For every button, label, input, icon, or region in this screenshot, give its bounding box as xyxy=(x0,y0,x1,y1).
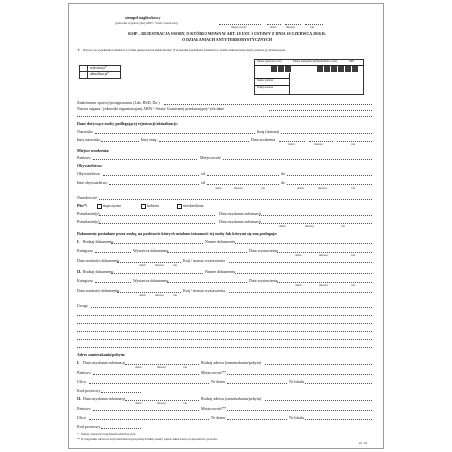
addr1-place-label: Miejscowość** xyxy=(201,370,227,375)
doc1-valid-day: dzień xyxy=(139,263,146,267)
doc2-country-field[interactable] xyxy=(229,292,372,293)
nationality-field[interactable] xyxy=(99,199,372,200)
reg-cell-7 xyxy=(338,66,344,72)
doc1-issued-month: miesiąc xyxy=(319,253,329,257)
reg-cell-1 xyxy=(271,66,277,72)
unit-label: Nazwa organu / jednostki organizacyjnej ABW / Straży Granicznej przekazującej/-ych dane xyxy=(77,106,225,111)
doc2-category-field[interactable] xyxy=(95,282,131,283)
reg-row-phone: Numer telefonu xyxy=(257,79,274,82)
doc2-valid-day: dzień xyxy=(139,293,146,297)
unit-field-2[interactable] xyxy=(77,116,372,117)
sex-label: Płeć*: xyxy=(77,203,88,208)
header-month-caption: miesiąc xyxy=(286,25,296,29)
form-title-line1: KSIP – REJESTRACJA OSOBY, O KTÓREJ MOWA W ART. 10 UST. 1 USTAWY Z DNIA 10 CZERWCA 2016 R. xyxy=(128,31,326,36)
addr2-country-label: Państwo xyxy=(77,406,91,411)
doc2-issued-label: Data wystawienia xyxy=(249,278,278,283)
doc2-issuer-field[interactable] xyxy=(167,282,247,283)
first-name-label: Imię (imiona) xyxy=(257,129,280,134)
doc2-valid-label: Data ważności dokumentu xyxy=(77,288,120,293)
addr1-month-caption: miesiąc xyxy=(157,365,167,369)
sex-undetermined-label: nieokreślona xyxy=(183,203,204,208)
stamp-subtitle: (jednostki organizacyjnej ABW / Straży Granicznej) xyxy=(115,21,178,25)
instruction-note: Dotyczy się wypełniania formularza w formie papierowej lub elektronicznej. W przypadku wypełniania formularza w formie elektronicznej należy podpisać go własnoręcznie. xyxy=(83,48,286,52)
alias-field-2[interactable] xyxy=(99,223,215,224)
reg-col-id: Numer identyfikacyjny xyxy=(293,60,318,63)
doc1-valid-label: Data ważności dokumentu xyxy=(77,258,120,263)
other-citizenship-from-label: od xyxy=(201,180,205,185)
birth-day-caption: dzień xyxy=(288,142,295,146)
alias-label-2: Pseudonim(y) xyxy=(77,219,100,224)
update-label: aktualizacja* xyxy=(90,72,109,76)
reg-cell-6 xyxy=(331,66,337,72)
addr1-postal-field[interactable] xyxy=(101,392,141,393)
other-citizenship-field[interactable] xyxy=(109,184,199,185)
doc1-issuer-label: Wystawca dokumentu xyxy=(133,248,169,253)
addr2-year-caption: rok xyxy=(183,401,187,405)
birth-year-caption: rok xyxy=(351,142,355,146)
other-first-field[interactable] xyxy=(159,141,249,142)
nationality-label: Narodowość xyxy=(77,195,98,200)
surname-field[interactable] xyxy=(95,133,255,134)
addr2-day-caption: dzień xyxy=(135,401,142,405)
citizenship-label: Obywatelstwo xyxy=(77,171,101,176)
alias-date-label-2: Data uzyskania informacji xyxy=(219,219,262,224)
addr1-date-label: Data uzyskania informacji xyxy=(83,360,126,365)
addr1-street-label: Ulica xyxy=(77,379,86,384)
sex-male-label: mężczyzna xyxy=(103,203,121,208)
remarks-label: Uwagi xyxy=(77,303,88,308)
reg-row-officer: Funkcjonariusz xyxy=(257,86,273,89)
addr2-roman: II. xyxy=(77,396,82,401)
remarks-field-1[interactable] xyxy=(91,307,372,308)
doc2-valid-year: rok xyxy=(173,293,177,297)
update-option[interactable] xyxy=(87,71,121,79)
doc1-valid-year: rok xyxy=(173,263,177,267)
other-names-label: Inny nazwisko xyxy=(77,137,101,142)
addr1-roman: I. xyxy=(77,360,80,365)
doc1-number-label: Numer dokumentu xyxy=(205,239,236,244)
header-year-caption: rok xyxy=(310,25,314,29)
alias-day-caption: dzień xyxy=(279,224,286,228)
addr1-flat-label: Nr lokalu xyxy=(289,379,305,384)
addr2-house-label: Nr domu xyxy=(211,415,226,420)
other-first-label: Inny imię xyxy=(141,137,157,142)
doc1-valid-month: miesiąc xyxy=(155,263,165,267)
form-title-line2: O DZIAŁANIACH ANTYTERRORYSTYCZNYCH xyxy=(181,37,273,42)
citizenship-title: Obywatelstwo: xyxy=(77,163,103,168)
addr1-country-field[interactable] xyxy=(93,374,199,375)
header-year-field[interactable] xyxy=(305,24,323,25)
citizenship-field[interactable] xyxy=(103,175,199,176)
alias-field-1[interactable] xyxy=(99,215,215,216)
doc2-issued-year: rok xyxy=(351,283,355,287)
reg-vdivider xyxy=(289,73,290,94)
doc2-roman: II. xyxy=(77,269,82,274)
other-names-field[interactable] xyxy=(101,141,139,142)
remarks-field-2[interactable] xyxy=(77,315,372,316)
doc1-number-field[interactable] xyxy=(235,243,372,244)
addr2-kind-field[interactable] xyxy=(265,400,372,401)
doc2-issued-day: dzień xyxy=(295,283,302,287)
stamp-title: stempel nagłówkowy xyxy=(125,15,161,20)
addr2-place-label: Miejscowość** xyxy=(201,406,227,411)
reg-cell-4 xyxy=(317,66,323,72)
addr2-month-caption: miesiąc xyxy=(157,401,167,405)
sex-female-checkbox[interactable] xyxy=(141,204,146,209)
doc1-category-field[interactable] xyxy=(95,252,131,253)
unit-field[interactable] xyxy=(269,110,372,111)
birth-place-title: Miejsce urodzenia: xyxy=(77,148,110,153)
sex-undetermined-checkbox[interactable] xyxy=(177,204,182,209)
reg-col-npd: NPD xyxy=(349,60,355,63)
other-citizenship-from-field[interactable] xyxy=(207,184,279,185)
doc1-country-label: Kraj / miasto wystawienia xyxy=(183,258,225,263)
documents-title: Dokumenty posiadane przez osobę, na podstawie których ustalono tożsamość tej osoby lub którymi się ona posługuje: xyxy=(77,231,278,236)
case-number-label: Znak/numer sprawy/postępowania (Ldz. RSD, Dz.) xyxy=(77,100,160,105)
reg-cell-5 xyxy=(324,66,330,72)
addr2-country-field[interactable] xyxy=(93,410,199,411)
doc1-issued-label: Data wystawienia xyxy=(249,248,278,253)
remarks-field-3[interactable] xyxy=(77,323,372,324)
doc2-issued-month: miesiąc xyxy=(319,283,329,287)
form-sheet xyxy=(68,3,384,449)
alias-date-label-1: Data uzyskania informacji xyxy=(219,211,262,216)
citizenship-from-label: od xyxy=(201,171,205,176)
doc1-issuer-field[interactable] xyxy=(167,252,247,253)
addr2-flat-label: Nr lokalu xyxy=(289,415,305,420)
addr1-house-label: Nr domu xyxy=(211,379,226,384)
addr2-place-field[interactable] xyxy=(227,410,372,411)
citizenship-from-field[interactable] xyxy=(207,175,279,176)
doc2-valid-month: miesiąc xyxy=(155,293,165,297)
footnote-1: * - Należy zaznaczyć krzyżykiem właściwe pole. xyxy=(77,432,137,436)
footnote-2: ** W przypadku adresu na terytorium Rzeczypospolitej Polskiej należy wpisać także nazwę województwa i powiatu. xyxy=(77,437,218,441)
birth-place-label: Miejscowość xyxy=(200,155,222,160)
doc1-category-label: Kategoria xyxy=(77,248,93,253)
sex-female-label: kobieta xyxy=(147,203,159,208)
addr1-day-caption: dzień xyxy=(135,365,142,369)
birth-country-label: Państwo xyxy=(77,155,91,160)
addr2-flat-field[interactable] xyxy=(305,419,372,420)
addr1-flat-field[interactable] xyxy=(305,383,372,384)
alias-month-caption: miesiąc xyxy=(305,224,315,228)
doc2-valid-field[interactable] xyxy=(117,292,181,293)
addr1-postal-label: Kod pocztowy xyxy=(77,388,101,393)
addr2-house-field[interactable] xyxy=(227,419,287,420)
reg-cell-9 xyxy=(352,66,358,72)
cit-to-month-caption: miesiąc xyxy=(318,186,328,190)
cit-from-day-caption: dzień xyxy=(215,186,222,190)
page-number: str. 1/3 xyxy=(359,441,368,445)
doc2-category-label: Kategoria xyxy=(77,278,93,283)
other-citizenship-to-field[interactable] xyxy=(287,184,372,185)
case-number-field[interactable] xyxy=(164,104,372,105)
alias-label-1: Pseudonim(y) xyxy=(77,211,100,216)
doc2-type-label: Rodzaj dokumentu xyxy=(83,269,114,274)
cit-from-year-caption: rok xyxy=(261,186,265,190)
address-title: Adres zamieszkania/pobytu: xyxy=(77,352,126,357)
addr2-street-label: Ulica xyxy=(77,415,86,420)
surname-label: Nazwisko xyxy=(77,129,93,134)
remarks-field-6[interactable] xyxy=(77,347,372,348)
birth-country-field[interactable] xyxy=(93,159,197,160)
reg-col-person: Identyfikator osoby xyxy=(317,60,338,63)
addr1-place-field[interactable] xyxy=(227,374,372,375)
first-name-field[interactable] xyxy=(281,133,372,134)
doc1-type-label: Rodzaj dokumentu xyxy=(83,239,114,244)
alias-date-field-2[interactable] xyxy=(259,223,372,224)
doc1-country-field[interactable] xyxy=(229,262,372,263)
doc2-type-field[interactable] xyxy=(111,273,203,274)
reg-cell-3 xyxy=(285,66,291,72)
doc1-issued-day: dzień xyxy=(295,253,302,257)
header-day-caption: dzień xyxy=(270,25,277,29)
alias-date-field-1[interactable] xyxy=(259,215,372,216)
registration-table xyxy=(254,59,364,95)
registration-label: rejestracja* xyxy=(90,66,107,70)
sex-male-checkbox[interactable] xyxy=(97,204,102,209)
addr2-kind-label: Rodzaj adresu (zamieszkania/pobytu) xyxy=(201,396,262,401)
addr2-date-label: Data uzyskania informacji xyxy=(83,396,126,401)
addr1-house-field[interactable] xyxy=(227,383,287,384)
reg-cell-2 xyxy=(278,66,284,72)
birth-month-caption: miesiąc xyxy=(314,142,324,146)
alias-year-caption: rok xyxy=(341,224,345,228)
doc2-number-field[interactable] xyxy=(235,273,372,274)
addr1-country-label: Państwo xyxy=(77,370,91,375)
citizenship-to-label: do xyxy=(281,171,285,176)
reg-number-label: Numer rejestracji osoby xyxy=(257,60,282,63)
person-section-title: Dane dotyczące osoby podlegającej rejestracji/aktualizacji: xyxy=(77,121,178,126)
place-caption: miejscowość xyxy=(231,25,247,29)
cit-to-day-caption: dzień xyxy=(297,186,304,190)
doc2-country-label: Kraj / miasto wystawienia xyxy=(183,288,225,293)
cit-to-year-caption: rok xyxy=(351,186,355,190)
addr2-postal-field[interactable] xyxy=(101,428,141,429)
addr1-year-caption: rok xyxy=(183,365,187,369)
birth-date-label: Data urodzenia xyxy=(251,137,276,142)
doc2-issuer-label: Wystawca dokumentu xyxy=(133,278,169,283)
cit-from-month-caption: miesiąc xyxy=(234,186,244,190)
other-citizenship-to-label: do xyxy=(281,180,285,185)
addr2-street-field[interactable] xyxy=(89,419,209,420)
doc2-number-label: Numer dokumentu xyxy=(205,269,236,274)
doc1-valid-field[interactable] xyxy=(117,262,181,263)
other-citizenship-label: Inne obywatelstwo xyxy=(77,180,108,185)
remarks-field-5[interactable] xyxy=(77,339,372,340)
citizenship-to-field[interactable] xyxy=(287,175,372,176)
addr1-kind-field[interactable] xyxy=(265,364,372,365)
doc1-issued-year: rok xyxy=(351,253,355,257)
reg-cell-8 xyxy=(345,66,351,72)
doc1-type-field[interactable] xyxy=(111,243,203,244)
remarks-field-4[interactable] xyxy=(77,331,372,332)
addr2-postal-label: Kod pocztowy xyxy=(77,424,101,429)
doc1-roman: I. xyxy=(77,239,80,244)
addr1-street-field[interactable] xyxy=(89,383,209,384)
info-icon: ① xyxy=(77,48,81,52)
addr1-kind-label: Rodzaj adresu (zamieszkania/pobytu) xyxy=(201,360,262,365)
birth-place-field[interactable] xyxy=(223,159,372,160)
